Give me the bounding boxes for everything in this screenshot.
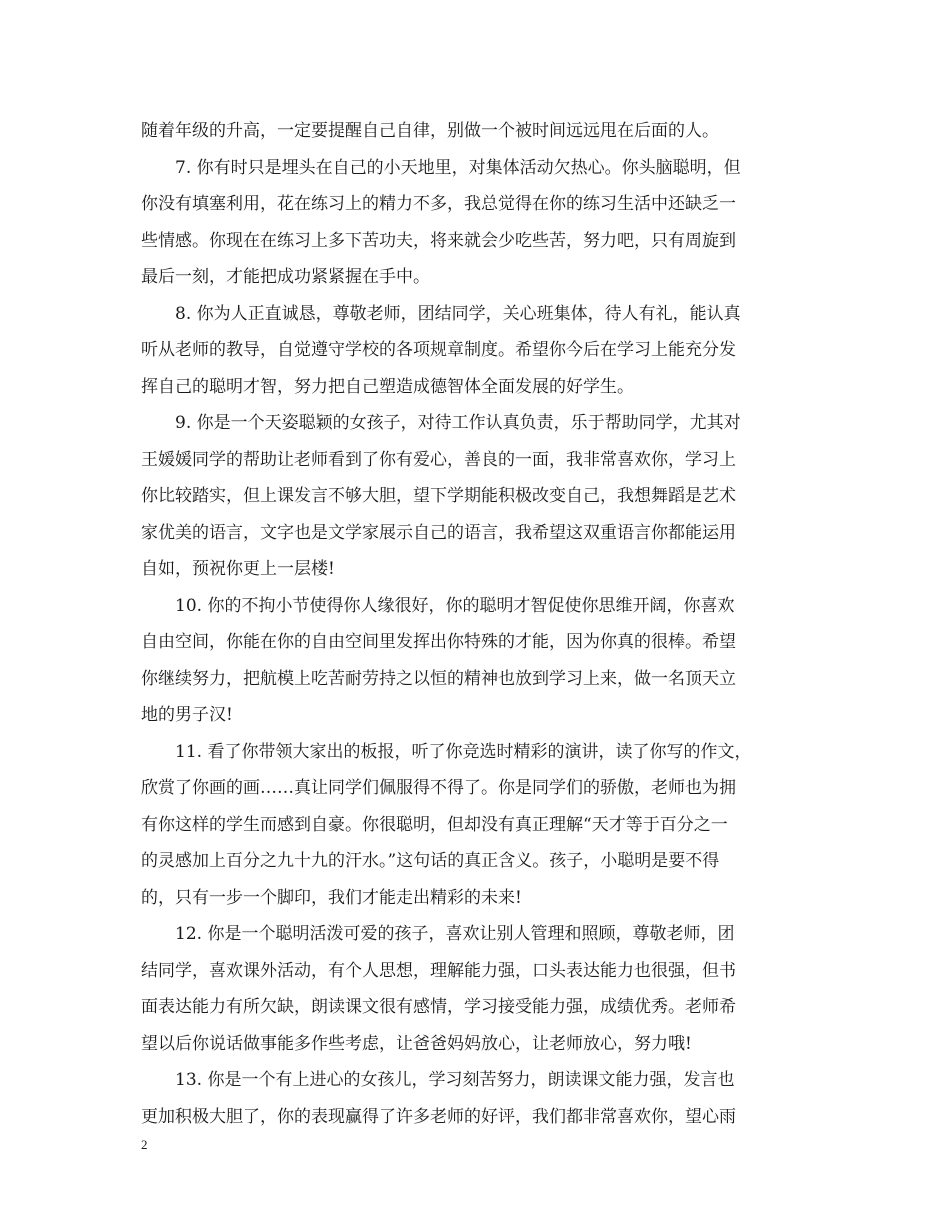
paragraph-first-line: 13. 你是一个有上进心的女孩儿，学习刻苦努力，朗读课文能力强，发言也	[175, 1070, 735, 1090]
body-text-line: 王媛媛同学的帮助让老师看到了你有爱心，善良的一面，我非常喜欢你，学习上	[141, 449, 736, 470]
body-text-line: 挥自己的聪明才智，努力把自己塑造成德智体全面发展的好学生。	[141, 376, 634, 397]
document-body	[141, 113, 821, 1135]
body-text-line: 的，只有一步一个脚印，我们才能走出精彩的未来!	[141, 887, 522, 908]
paragraph-first-line: 7. 你有时只是埋头在自己的小天地里，对集体活动欠热心。你头脑聪明，但	[175, 157, 741, 178]
body-text-line: 结同学，喜欢课外活动，有个人思想，理解能力强，口头表达能力也很强，但书	[141, 960, 736, 981]
body-text-line: 有你这样的学生而感到自豪。你很聪明，但却没有真正理解“天才等于百分之一	[141, 814, 728, 835]
body-text-line: 自由空间，你能在你的自由空间里发挥出你特殊的才能，因为你真的很棒。希望	[141, 632, 736, 652]
body-text-line: 望以后你说话做事能多作些考虑，让爸爸妈妈放心，让老师放心，努力哦!	[141, 1033, 692, 1054]
body-text-line: 你比较踏实，但上课发言不够大胆，望下学期能积极改变自己，我想舞蹈是艺术	[141, 486, 736, 506]
paragraph-first-line: 10. 你的不拘小节使得你人缘很好，你的聪明才智促使你思维开阔，你喜欢	[175, 595, 735, 616]
body-text-line: 些情感。你现在在练习上多下苦功夫，将来就会少吃些苦，努力吧，只有周旋到	[141, 230, 736, 251]
body-text-line: 地的男子汉!	[141, 705, 233, 725]
body-text-line: 面表达能力有所欠缺，朗读课文很有感情，学习接受能力强，成绩优秀。老师希	[141, 997, 736, 1017]
page-number: 2	[141, 1137, 148, 1152]
body-text-line: 自如，预祝你更上一层楼!	[141, 559, 335, 579]
body-text-line: 的灵感加上百分之九十九的汗水。”这句话的真正含义。孩子，小聪明是要不得	[141, 851, 720, 871]
paragraph-first-line: 11. 看了你带领大家出的板报，听了你竞选时精彩的演讲，读了你写的作文，	[175, 741, 752, 762]
body-text-line: 随着年级的升高，一定要提醒自己自律，别做一个被时间远远甩在后面的人。	[141, 121, 719, 141]
body-text-line: 你继续努力，把航模上吃苦耐劳持之以恒的精神也放到学习上来，做一名顶天立	[141, 668, 736, 689]
paragraph-first-line: 9. 你是一个天姿聪颖的女孩子，对待工作认真负责，乐于帮助同学，尤其对	[175, 413, 741, 433]
body-text-line: 欣赏了你画的画……真让同学们佩服得不得了。你是同学们的骄傲，老师也为拥	[141, 778, 736, 798]
body-text-line: 最后一刻，才能把成功紧紧握在手中。	[141, 267, 430, 287]
body-text-line: 你没有填塞利用，花在练习上的精力不多，我总觉得在你的练习生活中还缺乏一	[141, 194, 736, 214]
body-text-line: 听从老师的教导，自觉遵守学校的各项规章制度。希望你今后在学习上能充分发	[141, 340, 736, 360]
body-text-line: 家优美的语言，文字也是文学家展示自己的语言，我希望这双重语言你都能运用	[141, 522, 736, 543]
paragraph-first-line: 8. 你为人正直诚恳，尊敬老师，团结同学，关心班集体，待人有礼，能认真	[175, 303, 741, 324]
body-text-line: 更加积极大胆了，你的表现赢得了许多老师的好评，我们都非常喜欢你，望心雨	[141, 1106, 736, 1127]
paragraph-first-line: 12. 你是一个聪明活泼可爱的孩子，喜欢让别人管理和照顾，尊敬老师，团	[175, 924, 735, 944]
